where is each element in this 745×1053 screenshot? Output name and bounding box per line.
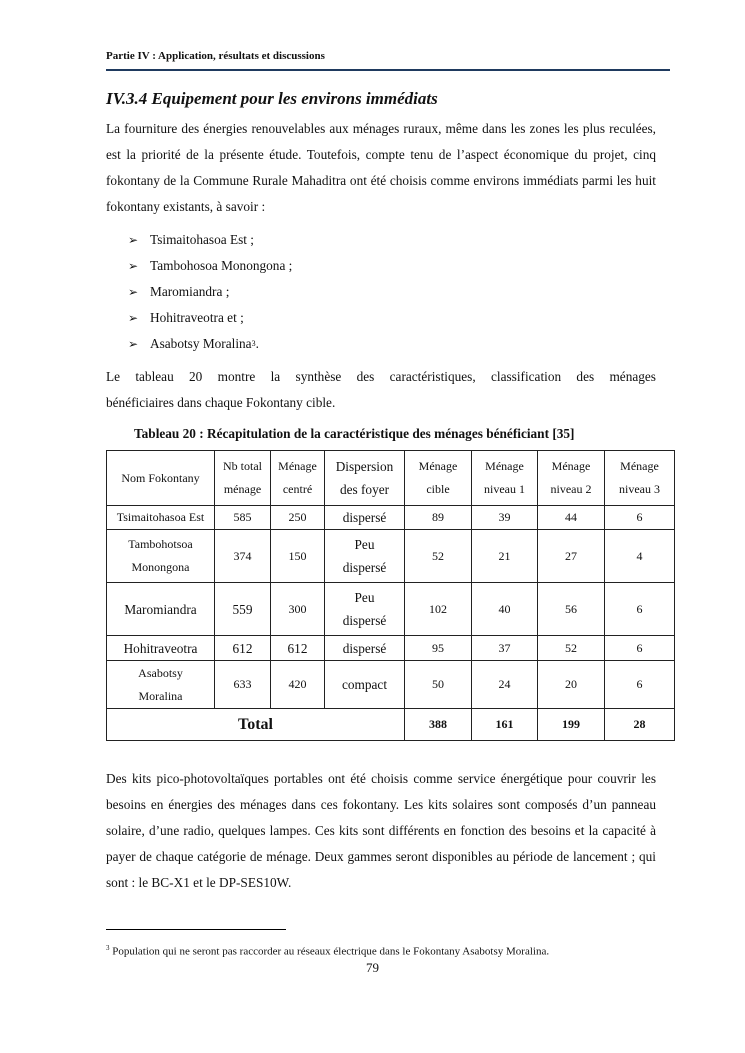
cell-niveau-2: 56	[538, 583, 605, 636]
list-item	[128, 253, 292, 279]
cell-nb-total: 559	[215, 583, 271, 636]
cell-niveau-3: 4	[605, 530, 675, 583]
cell-dispersion: dispersé	[325, 636, 405, 661]
table-caption: Tableau 20 : Récapitulation de la caractéristique des ménages bénéficiant [35]	[134, 426, 575, 441]
total-niveau-2: 199	[538, 709, 605, 741]
cell-niveau-1: 24	[472, 661, 538, 709]
header-nom: Nom Fokontany	[107, 451, 215, 506]
cell-niveau-3: 6	[605, 661, 675, 709]
table-row	[107, 530, 675, 583]
recap-table	[106, 450, 675, 741]
fokontany-list	[128, 227, 292, 357]
cell-dispersion: dispersé	[325, 506, 405, 530]
cell-niveau-3: 6	[605, 583, 675, 636]
arrow-bullet-icon: ➢	[128, 311, 139, 325]
table-total-row	[107, 709, 675, 741]
list-item	[128, 331, 292, 357]
cell-niveau-1: 39	[472, 506, 538, 530]
paragraph-line: Le tableau 20 montre la synthèse des caractéristiques, classification des ménages	[106, 369, 656, 384]
cell-dispersion: compact	[325, 661, 405, 709]
cell-centre: 420	[271, 661, 325, 709]
list-item	[128, 305, 292, 331]
cell-dispersion: Peu dispersé	[325, 583, 405, 636]
cell-nom: Maromiandra	[107, 583, 215, 636]
total-cible: 388	[405, 709, 472, 741]
table-row	[107, 661, 675, 709]
cell-nb-total: 612	[215, 636, 271, 661]
table-header-row	[107, 451, 675, 506]
page-number: 79	[366, 960, 379, 975]
list-item-text: Asabotsy Moralina	[150, 336, 252, 351]
cell-centre: 612	[271, 636, 325, 661]
cell-cible: 89	[405, 506, 472, 530]
cell-nom: Tsimaitohasoa Est	[107, 506, 215, 530]
cell-niveau-2: 52	[538, 636, 605, 661]
cell-nom: Asabotsy Moralina	[107, 661, 215, 709]
footnote-rule	[106, 929, 286, 930]
cell-niveau-3: 6	[605, 636, 675, 661]
total-label: Total	[107, 709, 405, 741]
cell-centre: 250	[271, 506, 325, 530]
section-title: IV.3.4 Equipement pour les environs immédiats	[106, 89, 438, 108]
footnote-number: 3	[106, 944, 110, 952]
header-rule	[106, 69, 670, 71]
footnote-text: Population qui ne seront pas raccorder au réseaux électrique dans le Fokontany Asabotsy Moralina.	[109, 945, 550, 958]
arrow-bullet-icon: ➢	[128, 259, 139, 273]
cell-centre: 300	[271, 583, 325, 636]
cell-nb-total: 374	[215, 530, 271, 583]
cell-nom: Tambohotsoa Monongona	[107, 530, 215, 583]
header-centre: Ménage centré	[271, 451, 325, 506]
cell-niveau-1: 40	[472, 583, 538, 636]
arrow-bullet-icon: ➢	[128, 233, 139, 247]
header-dispersion: Dispersion des foyer	[325, 451, 405, 506]
footnote	[106, 944, 549, 958]
header-niveau-2: Ménage niveau 2	[538, 451, 605, 506]
cell-cible: 102	[405, 583, 472, 636]
footnote-ref[interactable]: 3	[251, 339, 256, 348]
total-niveau-1: 161	[472, 709, 538, 741]
paragraph-intro: La fourniture des énergies renouvelables aux ménages ruraux, même dans les zones les plus reculées, est la priorité de la présente étude. Toutefois, compte tenu de l’aspect économique du projet, cinq fokontany de la Commune Rurale Mahaditra ont été choisis comme environs immédiats parmi les huit fokontany existants, à savoir :	[106, 121, 656, 214]
header-niveau-3: Ménage niveau 3	[605, 451, 675, 506]
list-item	[128, 227, 292, 253]
paragraph-line: bénéficiaires dans chaque Fokontany cible.	[106, 395, 336, 410]
list-item	[128, 279, 292, 305]
cell-cible: 95	[405, 636, 472, 661]
table-row	[107, 636, 675, 661]
cell-nb-total: 585	[215, 506, 271, 530]
header-cible: Ménage cible	[405, 451, 472, 506]
cell-niveau-1: 21	[472, 530, 538, 583]
list-item-text: Tambohosoa Monongona ;	[150, 258, 293, 273]
cell-niveau-1: 37	[472, 636, 538, 661]
cell-niveau-2: 44	[538, 506, 605, 530]
paragraph-table-intro	[106, 364, 656, 416]
arrow-bullet-icon: ➢	[128, 337, 139, 351]
list-item-text: Tsimaitohasoa Est ;	[150, 232, 254, 247]
list-item-text: Hohitraveotra et ;	[150, 310, 244, 325]
cell-cible: 50	[405, 661, 472, 709]
cell-cible: 52	[405, 530, 472, 583]
cell-nom: Hohitraveotra	[107, 636, 215, 661]
arrow-bullet-icon: ➢	[128, 285, 139, 299]
list-item-suffix: .	[255, 336, 259, 351]
cell-centre: 150	[271, 530, 325, 583]
total-niveau-3: 28	[605, 709, 675, 741]
cell-nb-total: 633	[215, 661, 271, 709]
header-niveau-1: Ménage niveau 1	[472, 451, 538, 506]
table-row	[107, 506, 675, 530]
cell-niveau-3: 6	[605, 506, 675, 530]
paragraph-kits: Des kits pico-photovoltaïques portables ont été choisis comme service énergétique pour couvrir les besoins en énergies des ménages dans ces fokontany. Les kits solaires sont composés d’un panneau solaire, d’une radio, quelques lampes. Ces kits sont différents en fonction des besoins et la capacité à payer de chaque catégorie de ménage. Deux gammes seront disponibles au période de lancement ; qui sont : le BC-X1 et le DP-SES10W.	[106, 771, 656, 890]
cell-niveau-2: 20	[538, 661, 605, 709]
cell-niveau-2: 27	[538, 530, 605, 583]
table-row	[107, 583, 675, 636]
cell-dispersion: Peu dispersé	[325, 530, 405, 583]
list-item-text: Maromiandra ;	[150, 284, 230, 299]
running-header: Partie IV : Application, résultats et discussions	[106, 50, 325, 62]
header-nb-total: Nb total ménage	[215, 451, 271, 506]
